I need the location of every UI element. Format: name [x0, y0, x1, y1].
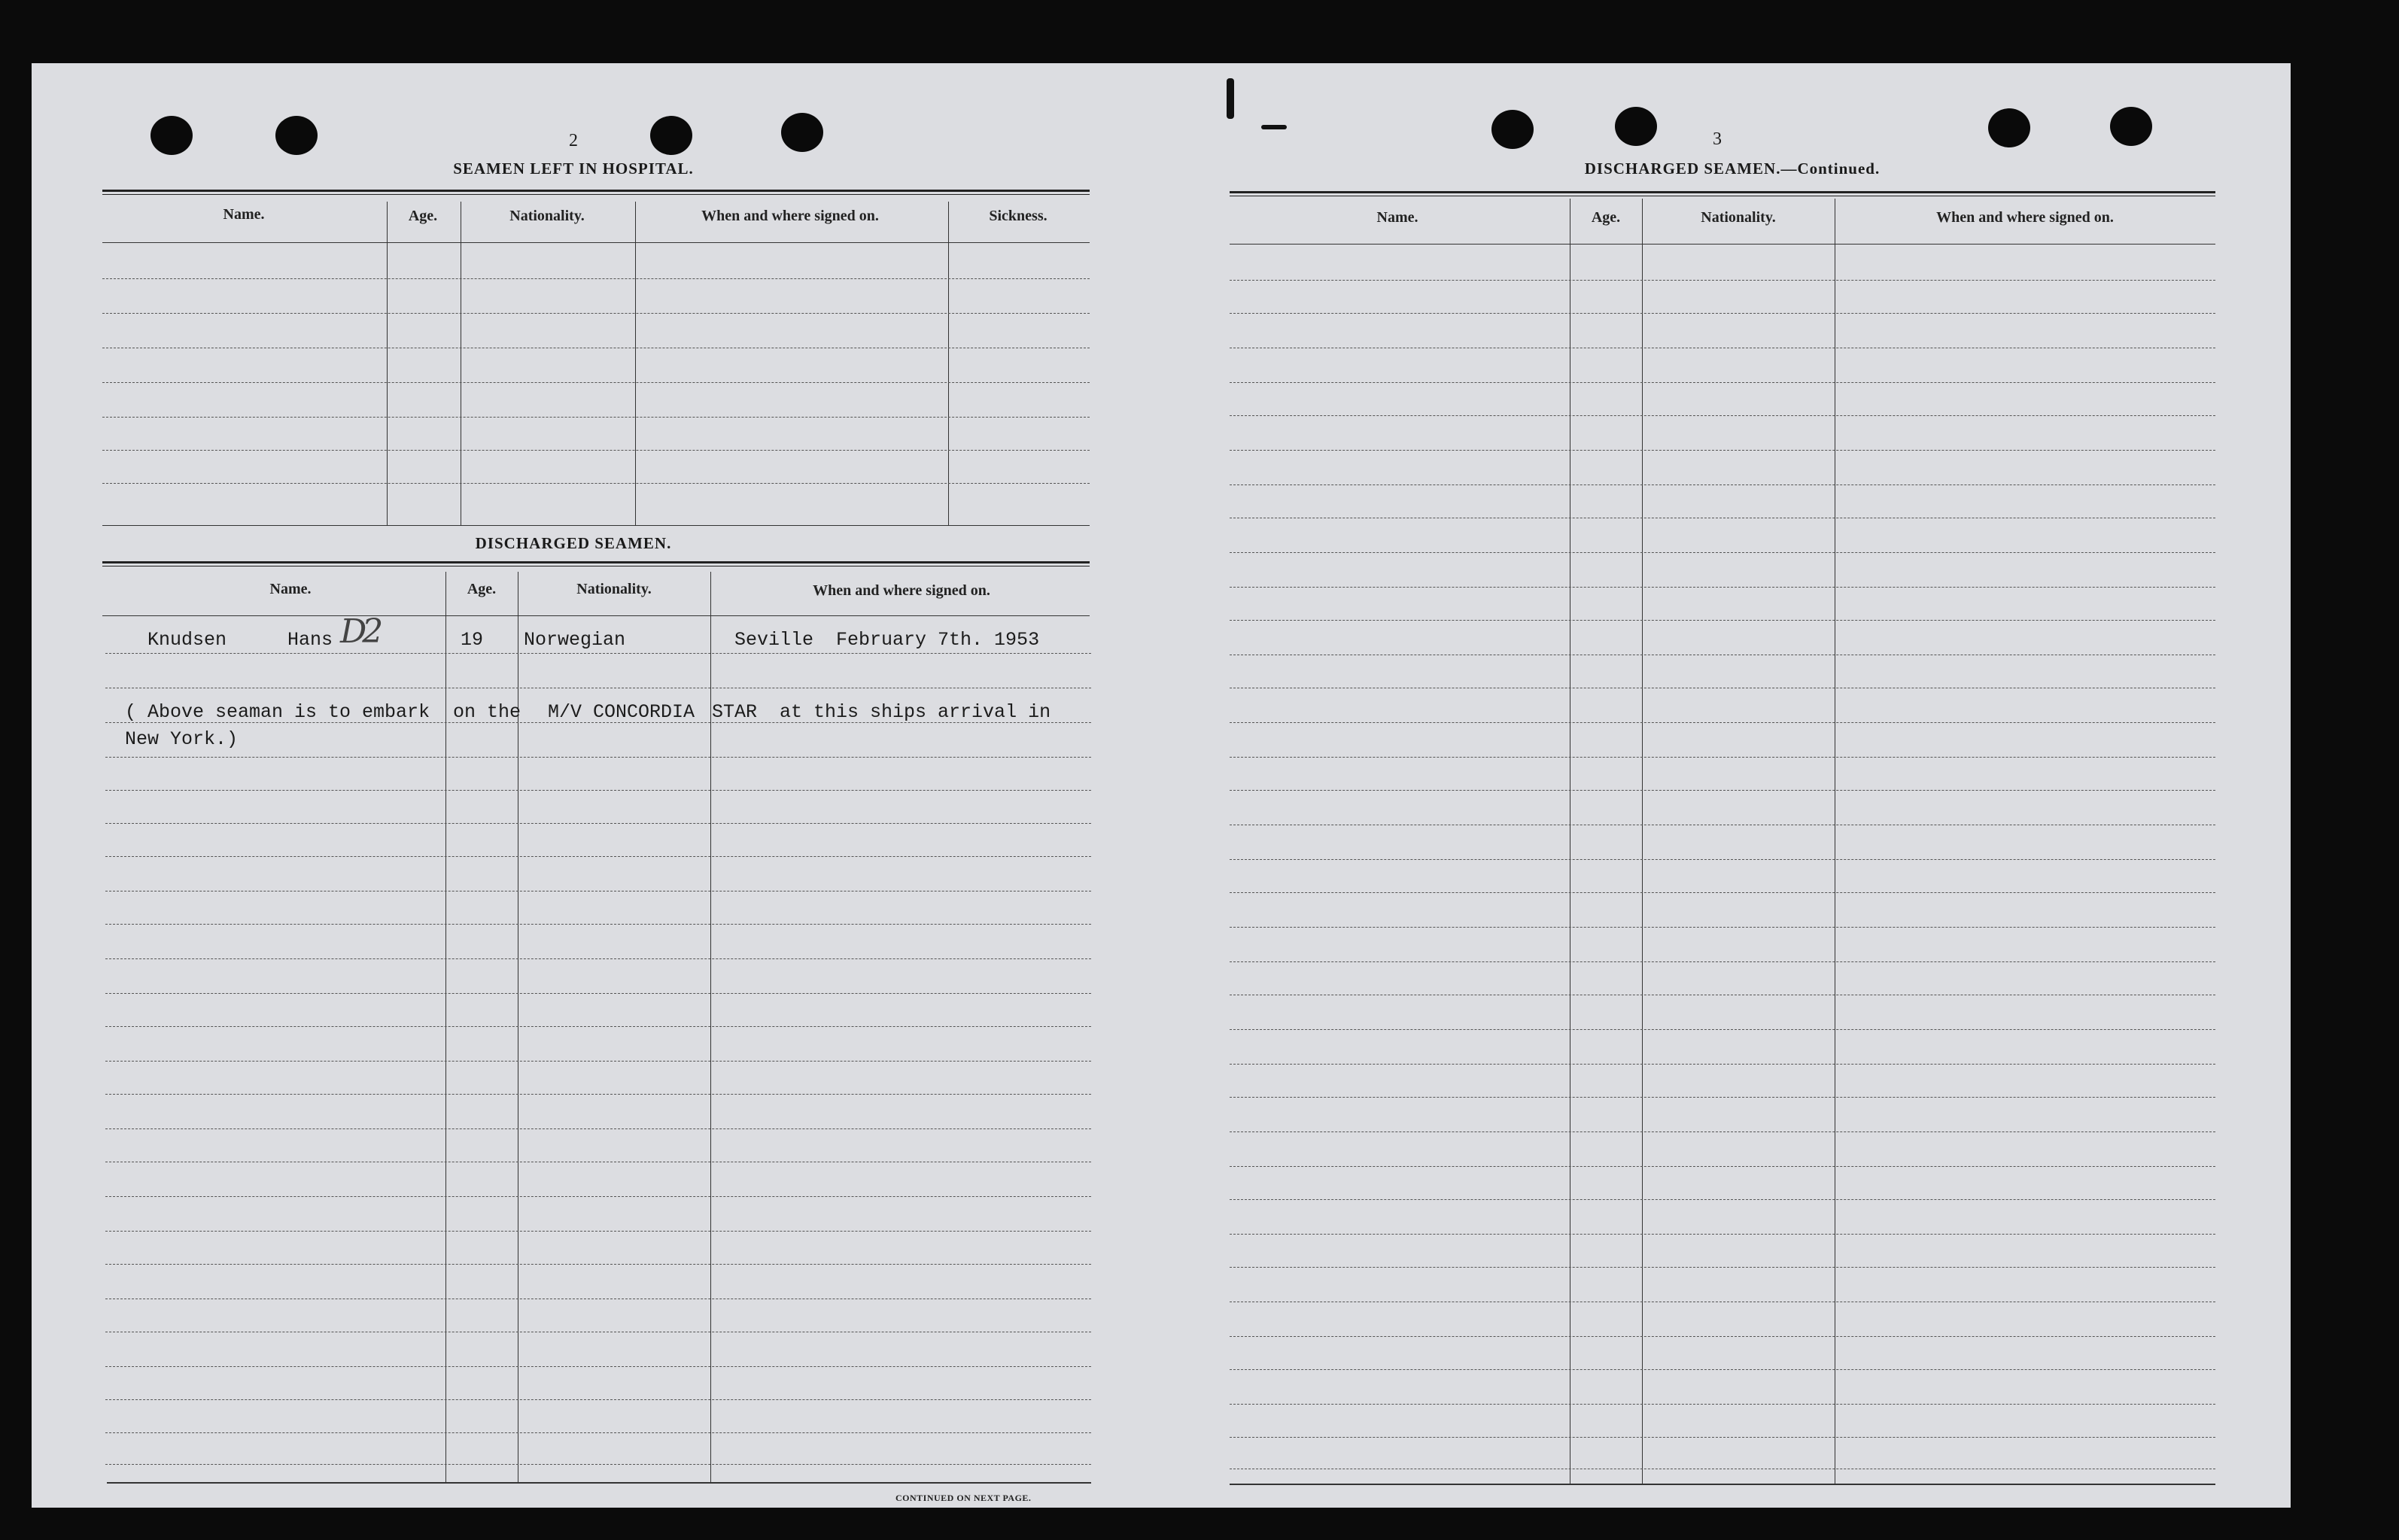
- column-divider: [635, 202, 636, 525]
- col-header-signed-on: When and where signed on.: [1936, 209, 2114, 226]
- right-page-title: DISCHARGED SEAMEN.—Continued.: [1584, 159, 1881, 178]
- document-sheet: [32, 63, 2291, 1508]
- writing-line: [1230, 722, 2215, 723]
- col-header-nationality: Nationality.: [576, 581, 652, 597]
- column-divider: [445, 572, 446, 1482]
- writing-line: [1230, 1336, 2215, 1337]
- writing-line: [102, 450, 1090, 451]
- writing-line: [105, 924, 1091, 925]
- writing-line: [105, 1094, 1091, 1095]
- column-divider: [710, 572, 711, 1482]
- writing-line: [105, 1231, 1091, 1232]
- entry-surname: Knudsen: [147, 629, 227, 651]
- writing-line: [105, 856, 1091, 857]
- writing-line: [105, 1264, 1091, 1265]
- writing-line: [1230, 1369, 2215, 1370]
- writing-line: [105, 1432, 1091, 1433]
- rule: [1230, 191, 2215, 193]
- writing-line: [1230, 757, 2215, 758]
- writing-line: [105, 993, 1091, 994]
- right-page: [1160, 63, 2291, 1508]
- writing-line: [1230, 790, 2215, 791]
- col-header-nationality: Nationality.: [509, 208, 585, 224]
- writing-line: [1230, 382, 2215, 383]
- writing-line: [1230, 415, 2215, 416]
- writing-line: [105, 1061, 1091, 1062]
- writing-line: [105, 1196, 1091, 1197]
- rule: [1230, 1484, 2215, 1485]
- col-header-name: Name.: [269, 581, 312, 597]
- column-divider: [387, 202, 388, 525]
- writing-line: [1230, 484, 2215, 485]
- column-divider: [948, 202, 949, 525]
- entry-given-name: Hans: [287, 629, 333, 651]
- writing-line: [1230, 280, 2215, 281]
- writing-line: [1230, 1166, 2215, 1167]
- writing-line: [102, 313, 1090, 314]
- remark-line-1a: ( Above seaman is to embark: [125, 701, 430, 723]
- writing-line: [102, 278, 1090, 279]
- writing-line: [1230, 1097, 2215, 1098]
- col-header-age: Age.: [467, 581, 497, 597]
- writing-line: [1230, 587, 2215, 588]
- writing-line: [1230, 859, 2215, 860]
- entry-signed-on: Seville February 7th. 1953: [734, 629, 1040, 651]
- entry-nationality: Norwegian: [524, 629, 626, 651]
- remark-line-1b: on the: [453, 701, 521, 723]
- writing-line: [1230, 1437, 2215, 1438]
- rule: [1230, 244, 2215, 245]
- col-header-name: Name.: [1376, 209, 1418, 226]
- col-header-signed-on: When and where signed on.: [701, 208, 879, 224]
- col-header-name: Name.: [223, 206, 265, 223]
- writing-line: [1230, 1234, 2215, 1235]
- col-header-age: Age.: [1591, 209, 1621, 226]
- writing-line: [1230, 313, 2215, 314]
- continued-footer: CONTINUED ON NEXT PAGE.: [895, 1493, 1032, 1503]
- writing-line: [1230, 892, 2215, 893]
- writing-line: [105, 823, 1091, 824]
- writing-line: [1230, 1267, 2215, 1268]
- column-divider: [1642, 199, 1643, 1484]
- writing-line: [1230, 961, 2215, 962]
- rule: [102, 242, 1090, 243]
- col-header-signed-on: When and where signed on.: [813, 582, 990, 599]
- rule: [107, 1482, 1091, 1484]
- writing-line: [1230, 620, 2215, 621]
- writing-line: [1230, 1029, 2215, 1030]
- remark-line-1c: M/V CONCORDIA: [548, 701, 695, 723]
- hospital-section-title: SEAMEN LEFT IN HOSPITAL.: [453, 159, 694, 178]
- writing-line: [102, 417, 1090, 418]
- rule: [102, 190, 1090, 192]
- page-number: 2: [569, 131, 578, 150]
- rule: [102, 525, 1090, 526]
- col-header-nationality: Nationality.: [1701, 209, 1776, 226]
- writing-line: [102, 483, 1090, 484]
- writing-line: [1230, 1131, 2215, 1132]
- writing-line: [1230, 552, 2215, 553]
- writing-line: [105, 958, 1091, 959]
- writing-line: [105, 757, 1091, 758]
- rule: [102, 561, 1090, 563]
- writing-line: [105, 653, 1091, 654]
- col-header-age: Age.: [408, 208, 438, 224]
- left-page: [32, 63, 1160, 1508]
- remark-line-2: New York.): [125, 728, 239, 750]
- col-header-sickness: Sickness.: [989, 208, 1047, 224]
- rule: [102, 615, 1090, 616]
- writing-line: [105, 1128, 1091, 1129]
- writing-line: [1230, 1064, 2215, 1065]
- writing-line: [1230, 1199, 2215, 1200]
- discharged-section-title: DISCHARGED SEAMEN.: [475, 534, 672, 552]
- writing-line: [1230, 450, 2215, 451]
- writing-line: [102, 382, 1090, 383]
- writing-line: [105, 1366, 1091, 1367]
- entry-handwritten-mark: D2: [340, 612, 379, 651]
- writing-line: [1230, 927, 2215, 928]
- page-number: 3: [1713, 129, 1722, 149]
- writing-line: [105, 790, 1091, 791]
- remark-line-1d: STAR at this ships arrival in: [712, 701, 1051, 723]
- writing-line: [105, 1464, 1091, 1465]
- writing-line: [1230, 1404, 2215, 1405]
- writing-line: [105, 1026, 1091, 1027]
- entry-age: 19: [461, 629, 484, 651]
- writing-line: [105, 1399, 1091, 1400]
